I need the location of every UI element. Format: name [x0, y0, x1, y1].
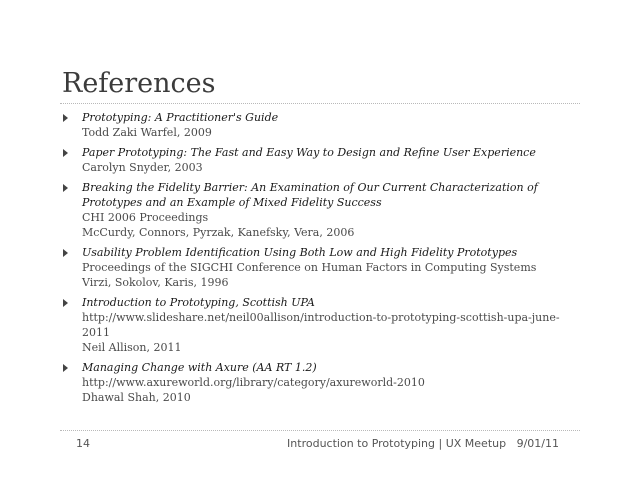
references-list	[62, 110, 562, 410]
reference-title: Usability Problem Identification Using Both Low and High Fidelity Prototypes	[82, 246, 518, 259]
reference-detail: CHI 2006 Proceedings	[82, 211, 209, 224]
reference-detail: McCurdy, Connors, Pyrzak, Kanefsky, Vera, 2006	[82, 226, 355, 239]
reference-title: Prototyping: A Practitioner's Guide	[82, 111, 279, 124]
footer-divider	[60, 430, 580, 431]
reference-detail: Proceedings of the SIGCHI Conference on Human Factors in Computing Systems	[82, 261, 537, 274]
presentation-title: Introduction to Prototyping | UX Meetup	[287, 437, 507, 450]
reference-item	[62, 110, 562, 140]
footer-info	[287, 437, 559, 450]
triangle-bullet-icon	[63, 299, 68, 307]
reference-title: Breaking the Fidelity Barrier: An Examination of Our Current Characterization of Prototypes and an Example of Mixed Fidelity Success	[82, 181, 538, 209]
reference-item	[62, 145, 562, 175]
reference-title: Introduction to Prototyping, Scottish UPA	[82, 296, 315, 309]
reference-item	[62, 360, 562, 405]
reference-url[interactable]: http://www.axureworld.org/library/category/axureworld-2010	[82, 376, 425, 389]
reference-item	[62, 245, 562, 290]
reference-title: Paper Prototyping: The Fast and Easy Way to Design and Refine User Experience	[82, 146, 536, 159]
reference-item	[62, 295, 562, 355]
slide-title: References	[62, 68, 216, 99]
reference-item	[62, 180, 562, 240]
triangle-bullet-icon	[63, 149, 68, 157]
presentation-date: 9/01/11	[516, 437, 559, 450]
triangle-bullet-icon	[63, 364, 68, 372]
triangle-bullet-icon	[63, 184, 68, 192]
triangle-bullet-icon	[63, 249, 68, 257]
reference-detail: Carolyn Snyder, 2003	[82, 161, 203, 174]
reference-detail: Virzi, Sokolov, Karis, 1996	[82, 276, 229, 289]
title-divider	[60, 103, 580, 104]
reference-url[interactable]: http://www.slideshare.net/neil00allison/introduction-to-prototyping-scottish-upa-june-2011	[82, 311, 560, 339]
reference-detail: Dhawal Shah, 2010	[82, 391, 191, 404]
reference-detail: Neil Allison, 2011	[82, 341, 182, 354]
triangle-bullet-icon	[63, 114, 68, 122]
reference-detail: Todd Zaki Warfel, 2009	[82, 126, 212, 139]
reference-title: Managing Change with Axure (AA RT 1.2)	[82, 361, 317, 374]
page-number: 14	[76, 437, 90, 450]
